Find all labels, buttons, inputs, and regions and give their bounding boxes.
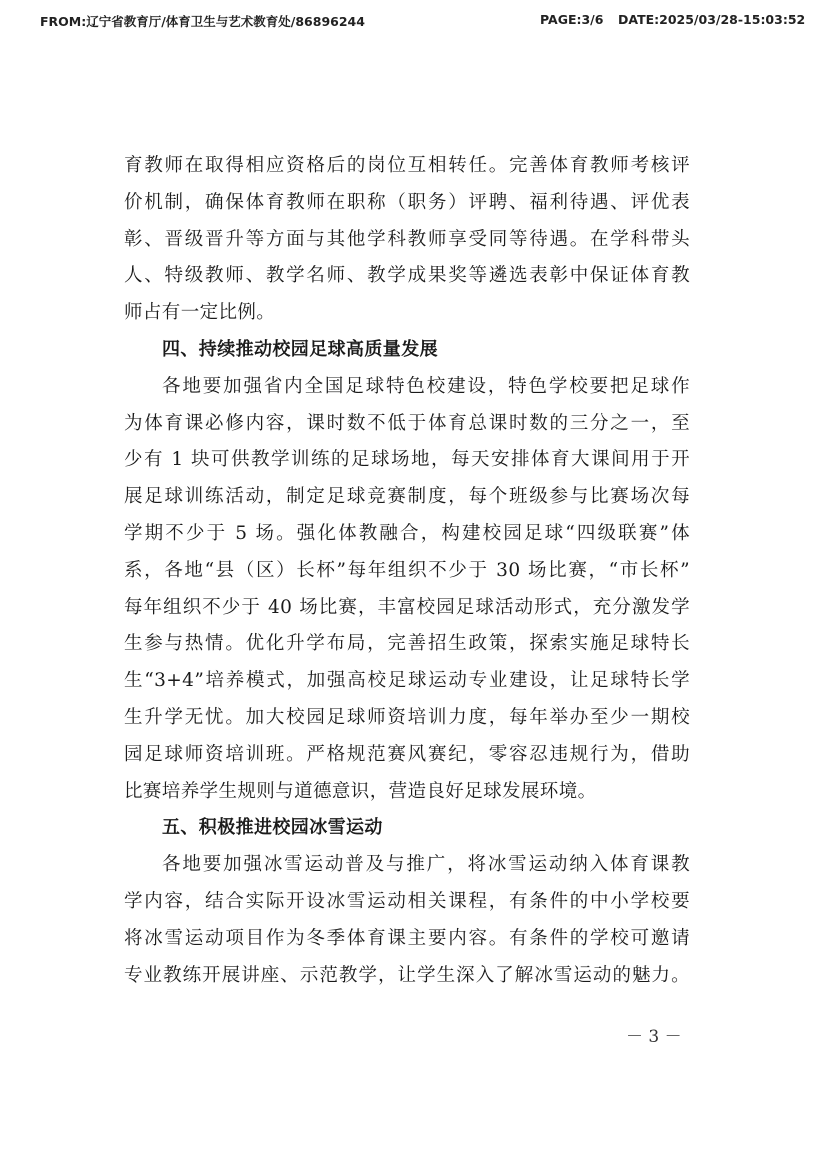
text-line: 系，各地“县（区）长杯”每年组织不少于 30 场比赛，“市长杯” (124, 559, 690, 581)
text-line: 专业教练开展讲座、示范教学，让学生深入了解冰雪运动的魅力。 (124, 964, 690, 986)
text-line: 生“3+4”培养模式，加强高校足球运动专业建设，让足球特长学 (124, 670, 690, 692)
text-line: 彰、晋级晋升等方面与其他学科教师享受同等待遇。在学科带头 (124, 228, 690, 250)
text-line: 生升学无忧。加大校园足球师资培训力度，每年举办至少一期校 (124, 706, 690, 728)
text-line: 育教师在取得相应资格后的岗位互相转任。完善体育教师考核评 (124, 155, 690, 176)
text-line: 师占有一定比例。 (124, 302, 276, 324)
section-heading-winter-sports: 五、积极推进校园冰雪运动 (162, 817, 383, 839)
fax-header (0, 10, 826, 32)
text-line: 各地要加强冰雪运动普及与推广，将冰雪运动纳入体育课教 (162, 854, 690, 876)
text-line: 园足球师资培训班。严格规范赛风赛纪，零容忍违规行为，借助 (124, 743, 690, 765)
fax-timestamp: DATE:2025/03/28-15:03:52 (618, 12, 806, 27)
text-line: 生参与热情。优化升学布局，完善招生政策，探索实施足球特长 (124, 633, 690, 655)
text-line: 展足球训练活动，制定足球竞赛制度，每个班级参与比赛场次每 (124, 486, 690, 508)
page-number: － 3 － (626, 1027, 682, 1047)
text-line: 学内容，结合实际开设冰雪运动相关课程，有条件的中小学校要 (124, 890, 690, 912)
text-line: 学期不少于 5 场。强化体教融合，构建校园足球“四级联赛”体 (124, 522, 690, 544)
text-line: 少有 1 块可供教学训练的足球场地，每天安排体育大课间用于开 (124, 449, 690, 471)
text-line: 每年组织不少于 40 场比赛，丰富校园足球活动形式，充分激发学 (124, 596, 690, 618)
text-line: 为体育课必修内容，课时数不低于体育总课时数的三分之一，至 (124, 412, 690, 434)
paragraph-teacher-evaluation (124, 148, 690, 332)
fax-sender: FROM:辽宁省教育厅/体育卫生与艺术教育处/86896244 (40, 14, 365, 29)
section-heading-football: 四、持续推动校园足球高质量发展 (162, 338, 438, 360)
document-body (124, 148, 690, 994)
text-line: 比赛培养学生规则与道德意识，营造良好足球发展环境。 (124, 780, 597, 802)
fax-page-count: PAGE:3/6 (540, 12, 604, 27)
text-line: 各地要加强省内全国足球特色校建设，特色学校要把足球作 (162, 375, 690, 397)
paragraph-winter-sports (124, 847, 690, 994)
text-line: 人、特级教师、教学名师、教学成果奖等遴选表彰中保证体育教 (124, 265, 690, 287)
paragraph-campus-football (124, 369, 690, 811)
text-line: 将冰雪运动项目作为冬季体育课主要内容。有条件的学校可邀请 (124, 927, 690, 949)
text-line: 价机制，确保体育教师在职称（职务）评聘、福利待遇、评优表 (124, 191, 690, 213)
